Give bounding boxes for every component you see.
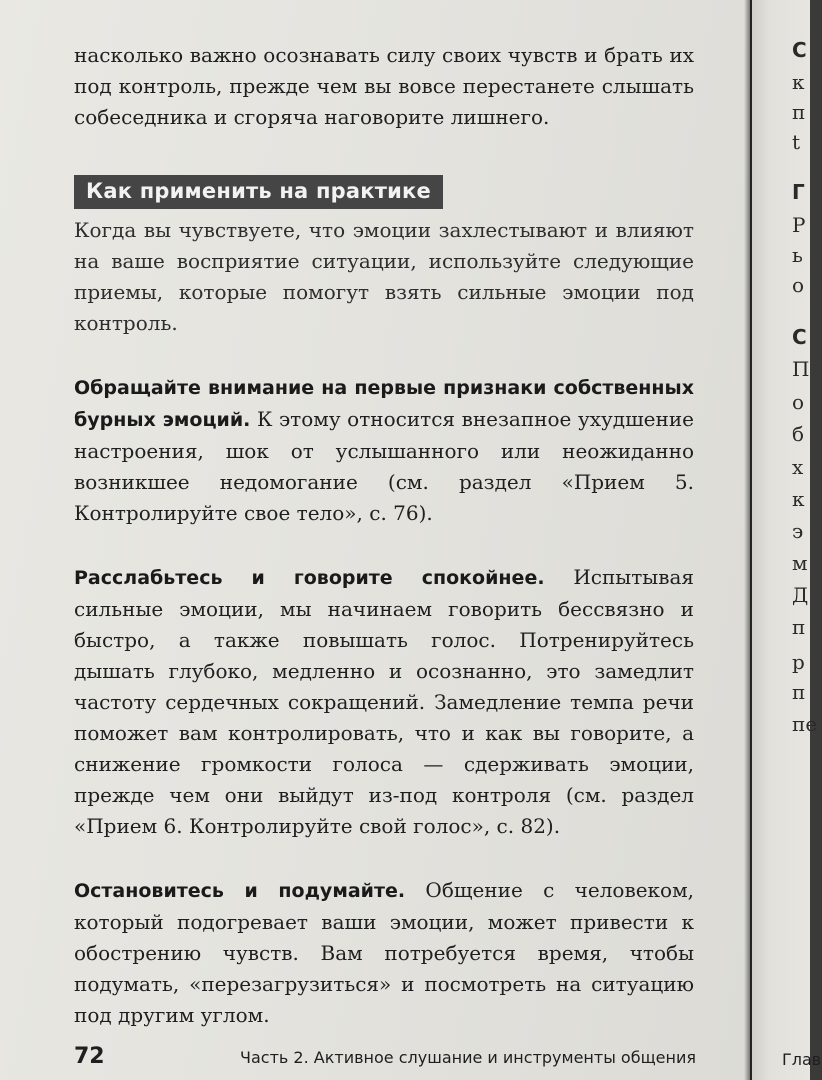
- page-footer: [74, 1044, 714, 1074]
- running-head: Часть 2. Активное слушание и инструменты общения: [240, 1048, 696, 1067]
- fragment: э: [792, 519, 804, 543]
- fragment: о: [792, 273, 805, 297]
- fragment: п: [792, 680, 806, 704]
- fragment: п: [792, 100, 806, 124]
- fragment: С: [792, 325, 807, 349]
- fragment: о: [792, 390, 805, 414]
- fragment: х: [792, 455, 804, 479]
- fragment: Р: [792, 213, 806, 237]
- intro-paragraph: насколько важно осознавать силу своих чувств и брать их под контроль, прежде чем вы вовсе перестанете слышать собеседника и сгоряча наговорите лишнего.: [74, 43, 694, 129]
- page-body: [74, 40, 694, 1064]
- fragment: м: [792, 551, 808, 575]
- tip-text: Испытывая сильные эмоции, мы начинаем говорить бессвязно и быстро, а также повышать голос. Потренируйтесь дышать глубоко, медленно и осознанно, это замедлит частоту сердечных сокращений. Замедление темпа речи поможет вам контролировать, что и как вы говорите, а снижение громкости голоса — сдерживать эмоции, прежде чем они выйдут из-под контроля (см. раздел «Прием 6. Контролируйте свой голос», с. 82).: [74, 565, 694, 838]
- right-running-head: Глав: [782, 1050, 822, 1069]
- tip-paragraph: [74, 372, 694, 529]
- tip-title: Расслабьтесь и говорите спокойнее.: [74, 567, 545, 589]
- tip-title: Обращайте внимание на первые признаки собственных бурных эмоций.: [74, 377, 694, 431]
- section-heading: Как применить на практике: [74, 175, 443, 209]
- tip-title: Остановитесь и подумайте.: [74, 880, 406, 902]
- page-number: 72: [74, 1044, 105, 1069]
- fragment: к: [792, 70, 805, 94]
- tip-text: Общение с человеком, который подогревает ваши эмоции, может привести к обострению чувств. Вам потребуется время, чтобы подумать, «перезагрузиться» и посмотреть на ситуацию под другим углом.: [74, 878, 694, 1027]
- fragment: пе: [792, 712, 818, 736]
- fragment: Г: [792, 180, 805, 204]
- fragment: П: [792, 357, 810, 381]
- tip-text: К этому относится внезапное ухудшение настроения, шок от услышанного или неожиданно возникшее недомогание (см. раздел «Прием 5. Контролируйте свое тело», с. 76).: [74, 407, 694, 525]
- lead-paragraph: Когда вы чувствуете, что эмоции захлестывают и влияют на ваше восприятие ситуации, используйте следующие приемы, которые помогут взять сильные эмоции под контроль.: [74, 218, 694, 335]
- tip-paragraph: [74, 562, 694, 842]
- fragment: к: [792, 487, 805, 511]
- fragment: б: [792, 422, 805, 446]
- fragment: t: [792, 130, 801, 154]
- fragment: р: [792, 650, 805, 674]
- fragment: ь: [792, 243, 803, 267]
- fragment: Д: [792, 583, 809, 607]
- fragment: С: [792, 38, 807, 62]
- right-page: [752, 0, 822, 1080]
- fragment: п: [792, 615, 806, 639]
- tip-paragraph: [74, 875, 694, 1031]
